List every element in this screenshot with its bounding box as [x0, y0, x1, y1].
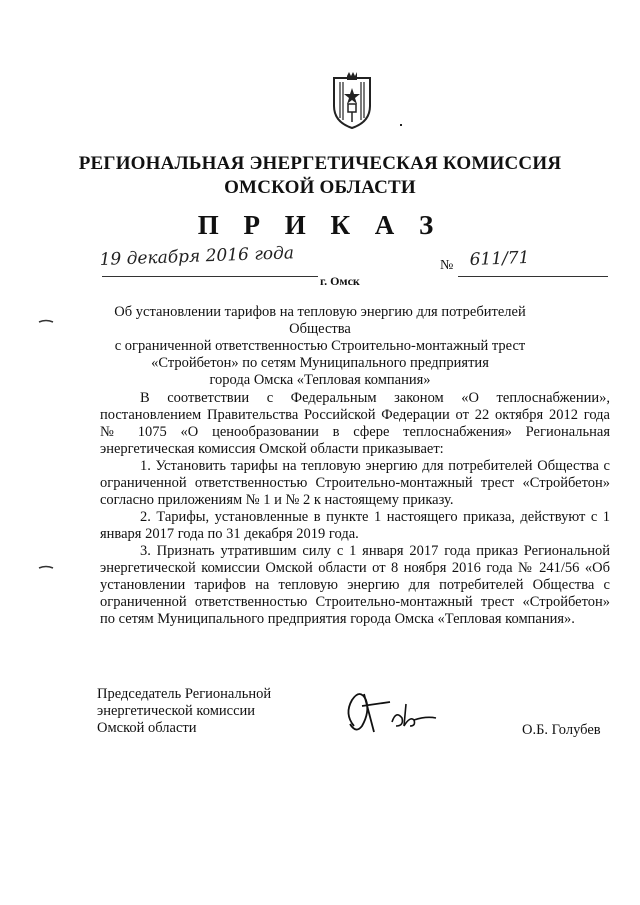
margin-mark — [38, 564, 54, 570]
city: г. Омск — [320, 274, 360, 288]
margin-mark — [38, 318, 54, 324]
document-subject — [100, 304, 540, 389]
speck — [400, 124, 402, 126]
date-handwritten: 19 декабря 2016 года — [99, 243, 295, 270]
organization-line-2: ОМСКОЙ ОБЛАСТИ — [224, 177, 416, 198]
signer-title-line: Председатель Региональной — [97, 686, 272, 702]
signer-title-line: энергетической комиссии — [97, 703, 256, 719]
signer-title — [97, 686, 317, 737]
subject-line: «Стройбетон» по сетям Муниципального предприятия — [151, 355, 489, 371]
coat-of-arms-icon — [330, 72, 374, 130]
item-2-paragraph: 2. Тарифы, установленные в пункте 1 настоящего приказа, действуют с 1 января 2017 года по 31 декабря 2019 года. — [100, 509, 610, 542]
item-3-paragraph: 3. Признать утратившим силу с 1 января 2017 года приказ Региональной энергетической комиссии Омской области от 8 ноября 2016 года № 241/56 «Об установлении тарифов на тепловую энергию для потребителей Общества с ограниченной ответственностью Строительно-монтажный трест «Стройбетон» по сетям Муниципального предприятия города Омска «Тепловая компания». — [100, 543, 610, 627]
preamble-paragraph: В соответствии с Федеральным законом «О теплоснабжении», постановлением Правительства Российской Федерации от 22 октября 2012 года № 1075 «О ценообразовании в сфере теплоснабжения» Региональная энергетическая комиссия Омской области приказывает: — [100, 390, 610, 457]
document-type: П Р И К А З — [197, 210, 443, 240]
signer-title-line: Омской области — [97, 720, 197, 736]
item-1-paragraph: 1. Установить тарифы на тепловую энергию для потребителей Общества с ограниченной ответственностью Строительно-монтажный трест «Стройбетон» согласно приложениям № 1 и № 2 к настоящему приказу. — [100, 458, 610, 508]
subject-line: города Омска «Тепловая компания» — [209, 372, 431, 388]
handwritten-signature — [340, 686, 440, 738]
number-handwritten: 611/71 — [469, 247, 530, 270]
signer-name: О.Б. Голубев — [522, 722, 601, 738]
number-prefix: № — [440, 258, 454, 273]
organization-name — [0, 152, 640, 200]
subject-line: с ограниченной ответственностью Строительно-монтажный трест — [114, 338, 526, 354]
document-body — [100, 390, 610, 628]
organization-line-1: РЕГИОНАЛЬНАЯ ЭНЕРГЕТИЧЕСКАЯ КОМИССИЯ — [78, 153, 562, 174]
subject-line: Об установлении тарифов на тепловую энергию для потребителей Общества — [114, 304, 526, 337]
